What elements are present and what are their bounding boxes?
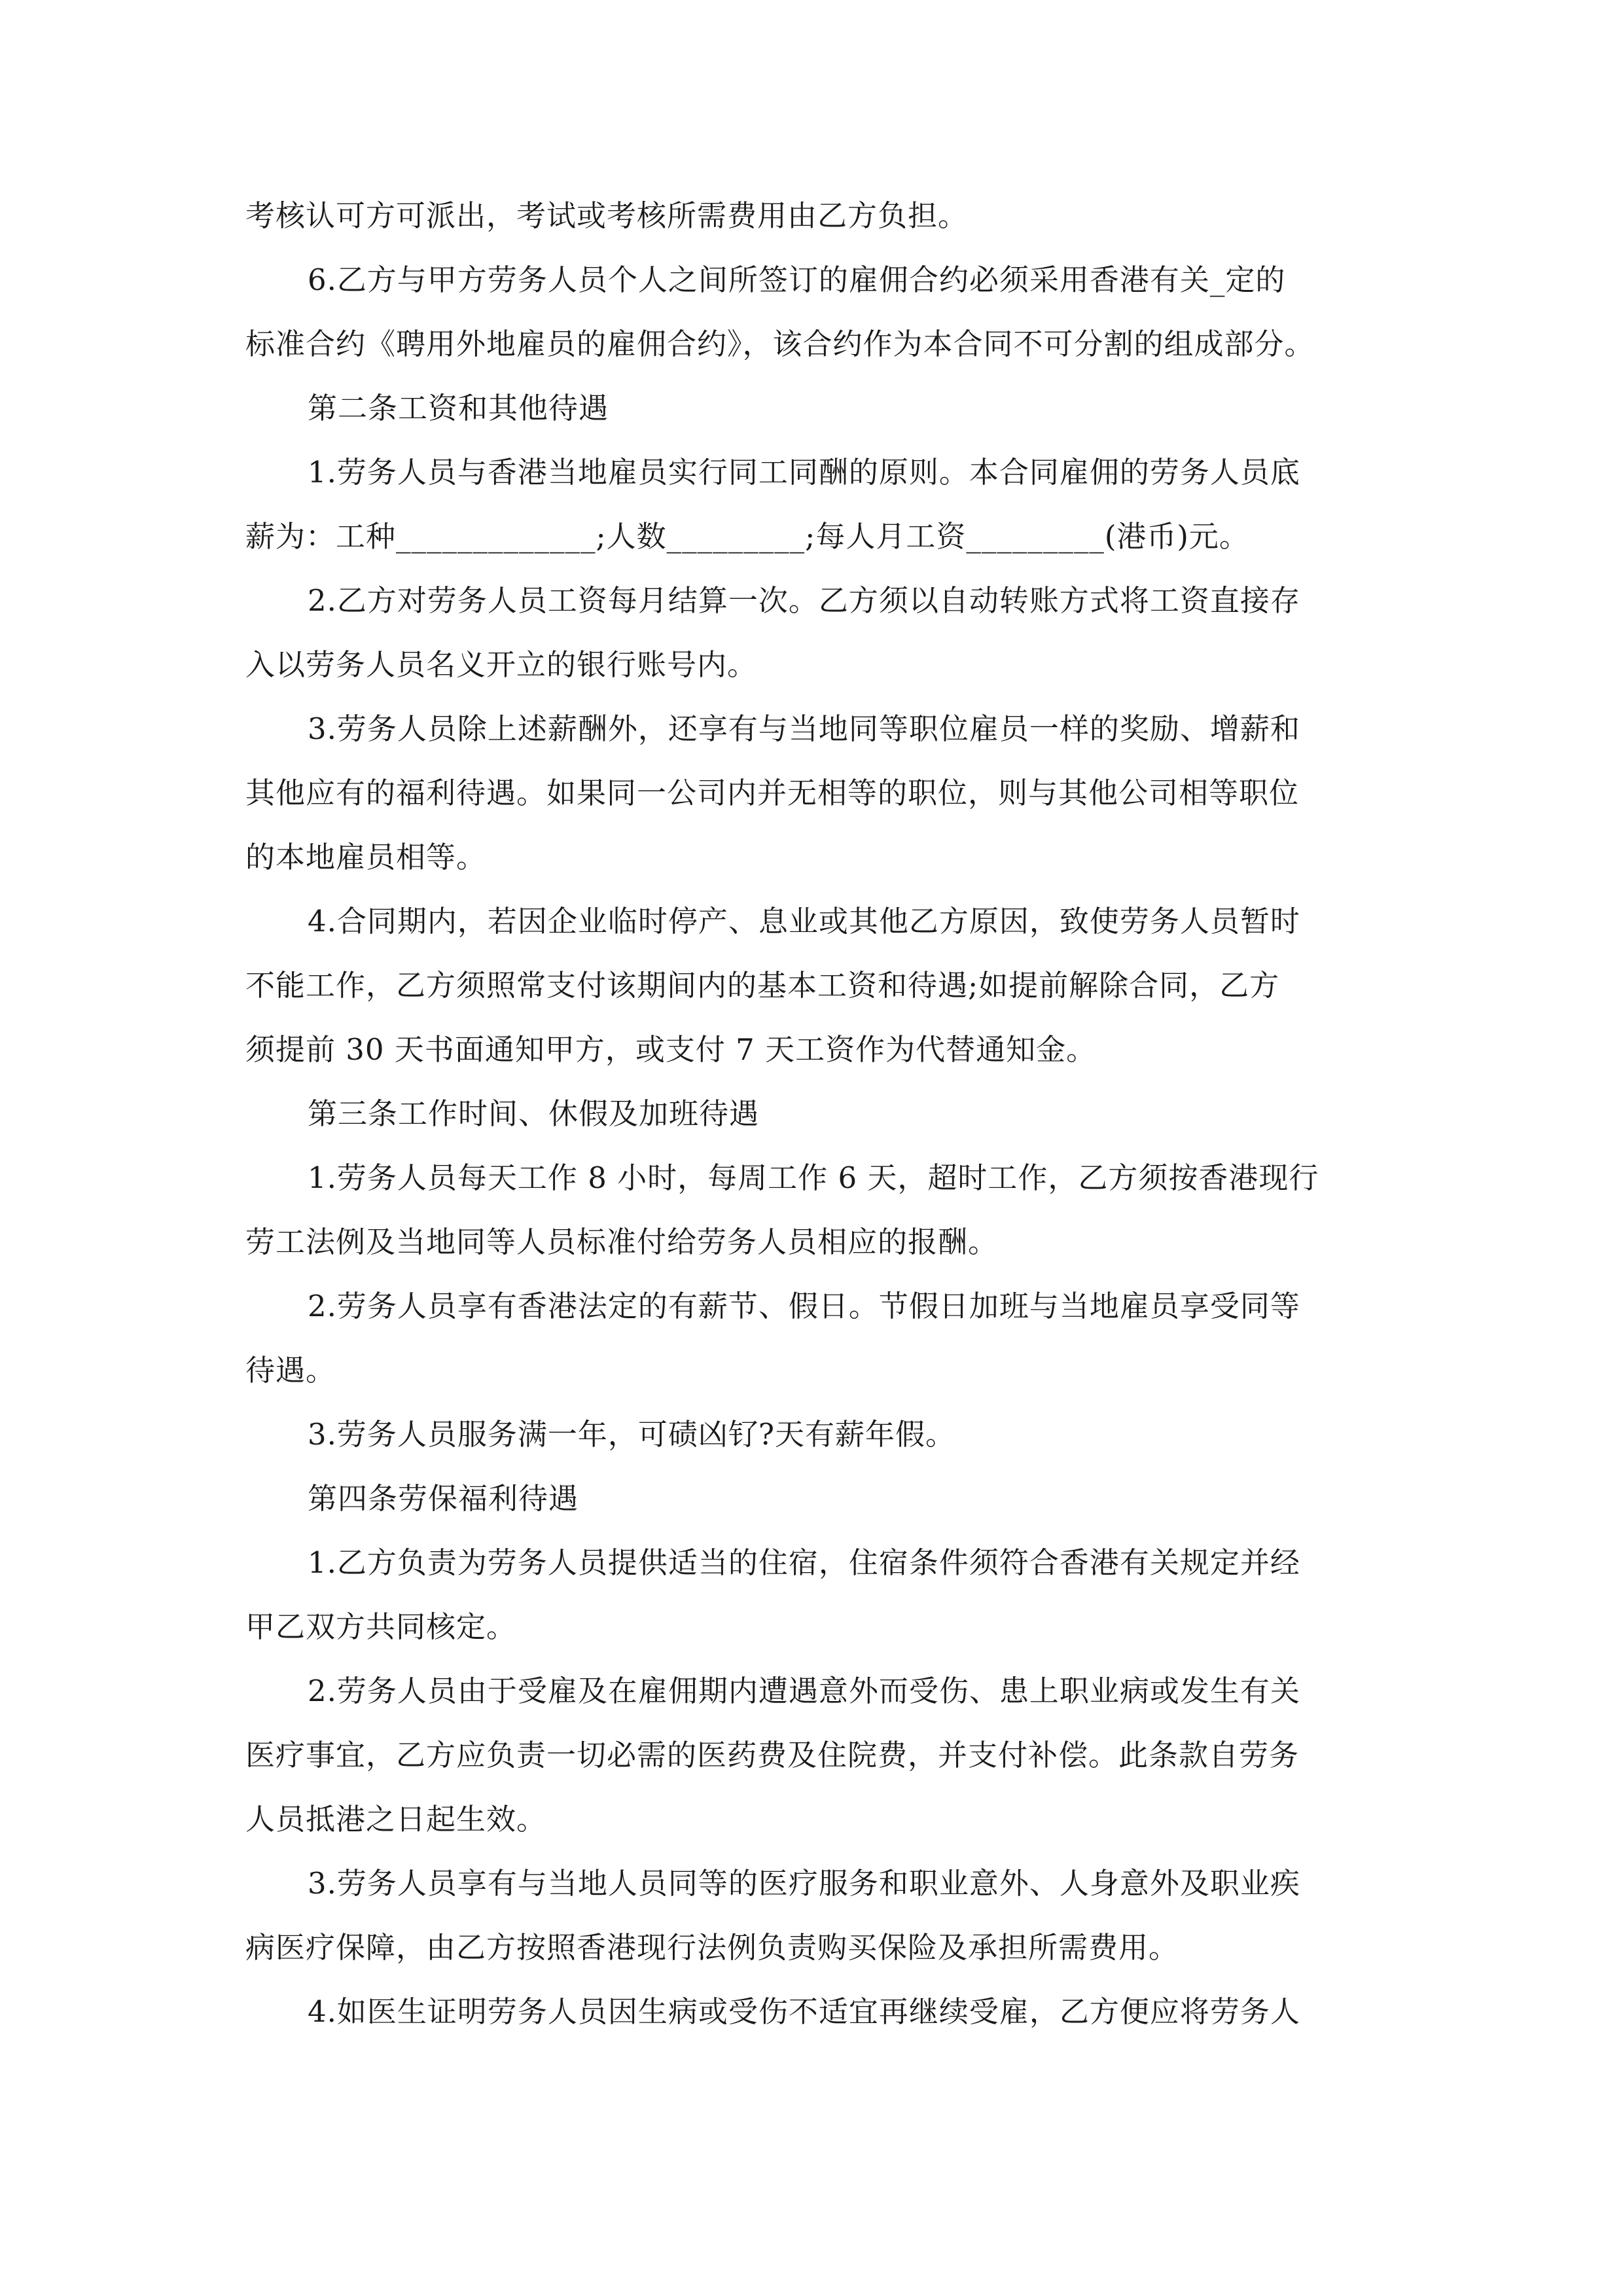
paragraph-line: 须提前 30 天书面通知甲方，或支付 7 天工资作为代替通知金。: [245, 1032, 1097, 1067]
paragraph-line: 2.劳务人员享有香港法定的有薪节、假日。节假日加班与当地雇员享受同等: [308, 1289, 1300, 1323]
paragraph-line: 病医疗保障，由乙方按照香港现行法例负责购买保险及承担所需费用。: [245, 1930, 1179, 1965]
paragraph-line: 考核认可方可派出，考试或考核所需费用由乙方负担。: [245, 198, 969, 233]
paragraph-line: 1.劳务人员每天工作 8 小时，每周工作 6 天，超时工作，乙方须按香港现行: [308, 1160, 1319, 1195]
section-heading: 第三条工作时间、休假及加班待遇: [308, 1096, 760, 1131]
section-heading: 第二条工资和其他待遇: [308, 391, 609, 425]
paragraph-line: 的本地雇员相等。: [245, 840, 487, 874]
paragraph-line: 标准合约《聘用外地雇员的雇佣合约》，该合约作为本合同不可分割的组成部分。: [245, 327, 1315, 361]
paragraph-line: 1.劳务人员与香港当地雇员实行同工同酬的原则。本合同雇佣的劳务人员底: [308, 455, 1300, 490]
paragraph-line: 不能工作，乙方须照常支付该期间内的基本工资和待遇;如提前解除合同，乙方: [245, 968, 1280, 1003]
paragraph-line: 6.乙方与甲方劳务人员个人之间所签订的雇佣合约必须采用香港有关_定的: [308, 262, 1286, 297]
paragraph-line: 2.乙方对劳务人员工资每月结算一次。乙方须以自动转账方式将工资直接存: [308, 583, 1300, 618]
paragraph-line: 待遇。: [245, 1353, 336, 1388]
paragraph-line: 入以劳务人员名义开立的银行账号内。: [245, 647, 758, 682]
paragraph-line: 3.劳务人员享有与当地人员同等的医疗服务和职业意外、人身意外及职业疾: [308, 1866, 1300, 1901]
paragraph-line: 3.劳务人员除上述薪酬外，还享有与当地同等职位雇员一样的奖励、增薪和: [308, 711, 1300, 746]
paragraph-line: 4.合同期内，若因企业临时停产、息业或其他乙方原因，致使劳务人员暂时: [308, 904, 1300, 939]
paragraph-line: 人员抵港之日起生效。: [245, 1802, 547, 1837]
paragraph-line: 其他应有的福利待遇。如果同一公司内并无相等的职位，则与其他公司相等职位: [245, 776, 1300, 810]
paragraph-line: 医疗事宜，乙方应负责一切必需的医药费及住院费，并支付补偿。此条款自劳务: [245, 1738, 1300, 1772]
paragraph-line: 1.乙方负责为劳务人员提供适当的住宿，住宿条件须符合香港有关规定并经: [308, 1545, 1300, 1580]
paragraph-line: 甲乙双方共同核定。: [245, 1609, 517, 1644]
paragraph-line: 2.劳务人员由于受雇及在雇佣期内遭遇意外而受伤、患上职业病或发生有关: [308, 1674, 1300, 1708]
section-heading: 第四条劳保福利待遇: [308, 1481, 579, 1516]
paragraph-line: 薪为：工种_____________;人数_________;每人月工资_________(港币)元。: [245, 519, 1249, 554]
paragraph-line: 3.劳务人员服务满一年，可碛凶钌?天有薪年假。: [308, 1417, 956, 1452]
paragraph-line: 劳工法例及当地同等人员标准付给劳务人员相应的报酬。: [245, 1225, 999, 1259]
paragraph-line: 4.如医生证明劳务人员因生病或受伤不适宜再继续受雇，乙方便应将劳务人: [308, 1994, 1300, 2029]
